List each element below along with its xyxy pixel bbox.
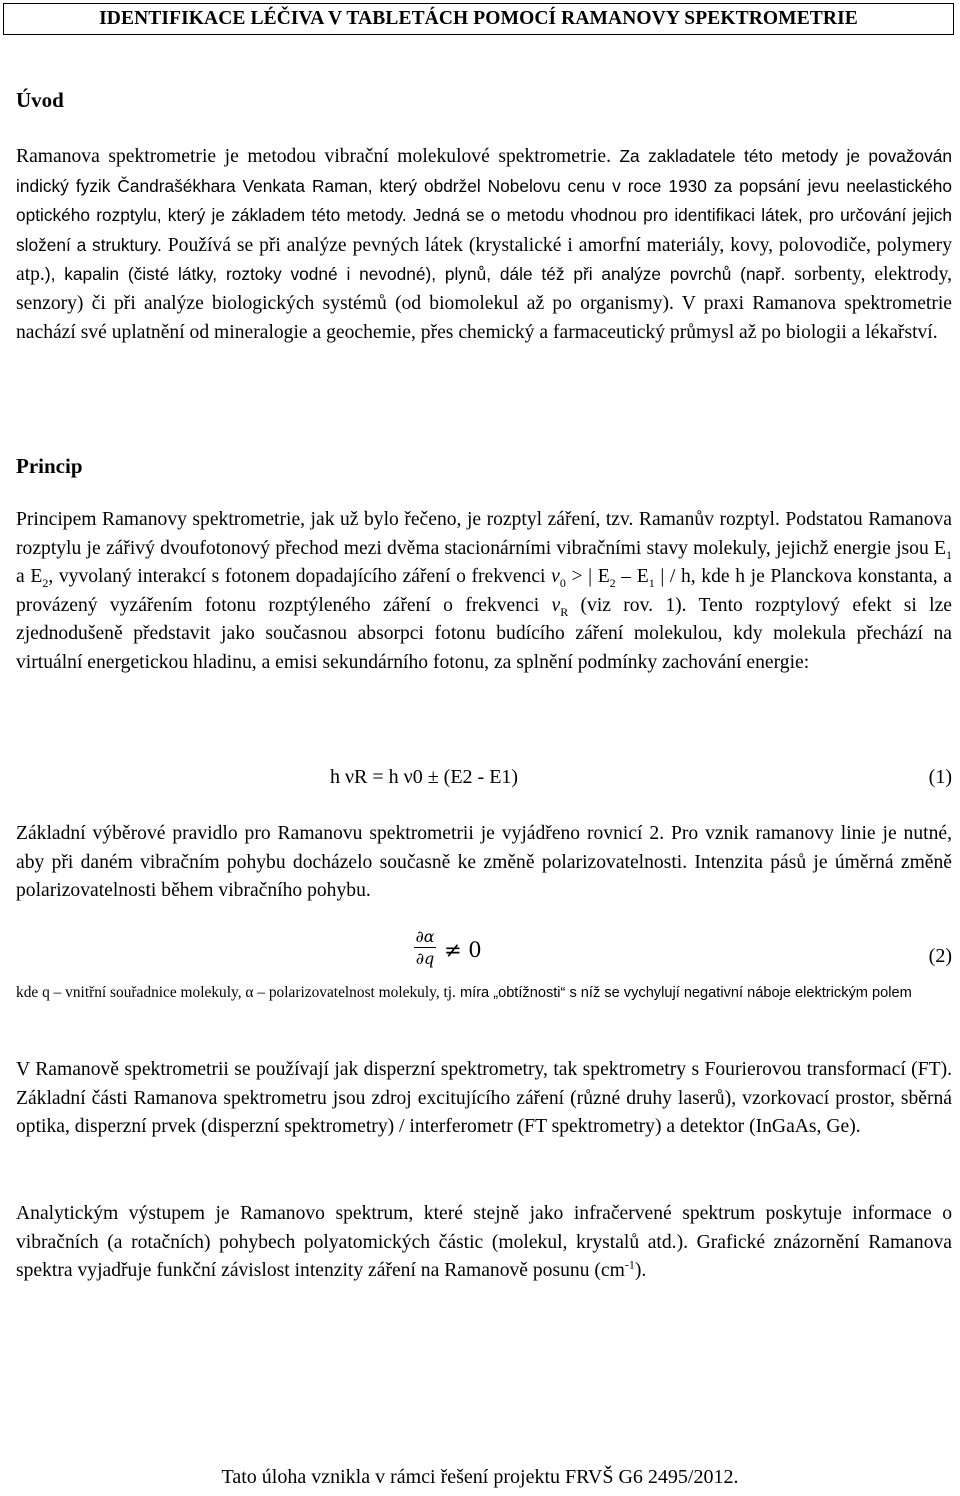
princip-text-a: Principem Ramanovy spektrometrie, jak už bylo řečeno, je rozptyl záření, tzv. Ramanův rozptyl. Podstatou Ramanova rozptylu je zářivý dvoufotonový přechod mezi dvěma stacionárními vibračními stavy molekuly, jejichž energie jsou E: [16, 509, 952, 559]
subscript-3: 2: [609, 576, 616, 591]
fraction-bar: [414, 947, 436, 948]
output-text-a: Analytickým výstupem je Ramanovo spektrum, které stejně jako infračervené spektrum poskytuje informace o vibračních (a rotačních) pohybech polyatomických částic (molekul, krystalů atd.). Grafické znázornění Ramanova spektra vyjadřuje funkční závislost intenzity záření na Ramanově posunu (cm: [16, 1203, 952, 1282]
fraction-numerator: ∂α: [415, 927, 435, 946]
princip-text-d: > | E: [565, 566, 610, 588]
princip-text-g: (viz rov. 1). Tento rozptylový efekt si lze zjednodušeně představit jako současnou absorpci fotonu budícího záření molekulou, kdy molekula přechází na virtuální energetickou hladinu, a emisi sekundárního fotonu, za splnění podmínky zachování energie:: [16, 594, 952, 673]
uvod-text-3: Používá se při analýze pevných látek (krystalické i amorfní materiály, kovy, polovodiče, polymery atp.: [16, 234, 952, 286]
nu-symbol-2: ν: [551, 594, 561, 616]
note-text-b: míra „obtížnosti“ s níž se vychylují negativní náboje elektrickým polem: [455, 985, 912, 1001]
superscript-minus-1: -1: [624, 1257, 635, 1272]
uvod-text-1: Ramanova spektrometrie je metodou vibrační molekulové spektrometrie.: [16, 146, 611, 167]
paragraph-princip: [16, 506, 952, 678]
heading-princip: Princip: [16, 454, 83, 478]
paragraph-selection-rule: Základní výběrové pravidlo pro Ramanovu spektrometrii je vyjádřeno rovnicí 2. Pro vznik ramanovy linie je nutné, aby při daném vibračním pohybu docházelo současně ke změně polarizovatelnosti. Intenzita pásů je úměrná změně polarizovatelnosti během vibračního pohybu.: [16, 823, 952, 902]
output-text-b: ).: [634, 1260, 647, 1282]
note-text-a: kde q – vnitřní souřadnice molekuly, α – polarizovatelnost molekuly, tj.: [16, 984, 456, 1001]
uvod-text-4: ), kapalin (čisté látky, roztoky vodné i nevodné), plynů, dále též při analýze povrchů (např.: [44, 264, 786, 285]
fraction-denominator: ∂q: [415, 949, 435, 968]
subscript-4: 1: [648, 576, 655, 591]
not-equal-zero: ≠ 0: [444, 938, 482, 962]
equation-1-number: (1): [928, 766, 952, 788]
uvod-text-2: Za zakladatele této metody je považován indický fyzik Čandrašékhara Venkata Raman, který obdržel Nobelovu cenu v roce 1930 za popsání jevu neelastického optického rozptylu, který je základem této metody. Jedná se o metodu vhodnou pro identifikaci látek, pro určování jejich složení a struktury.: [16, 146, 952, 255]
princip-text-f: | / h, kde h je Planckova konstanta, a provázený vyzářením fotonu rozptýleného záření o frekvenci: [16, 566, 952, 616]
subscript-nu0: 0: [559, 576, 566, 591]
paragraph-instrument: V Ramanově spektrometrii se používají jak disperzní spektrometry, tak spektrometry s Fourierovou transformací (FT). Základní části Ramanova spektrometru jsou zdroj excitujícího záření (různé druhy laserů), vzorkovací prostor, sběrná optika, disperzní prvek (disperzní spektrometry) / interferometr (FT spektrometry) a detektor (InGaAs, Ge).: [16, 1059, 952, 1138]
equation-note: [16, 981, 952, 1005]
footer-note: Tato úloha vznikla v rámci řešení projektu FRVŠ G6 2495/2012.: [221, 1466, 739, 1488]
subscript-1: 1: [946, 547, 952, 562]
paragraph-uvod: [16, 142, 952, 347]
partial-derivative: [414, 928, 436, 968]
document-title: IDENTIFIKACE LÉČIVA V TABLETÁCH POMOCÍ RAMANOVY SPEKTROMETRIE: [3, 3, 954, 35]
uvod-text-5: sorbenty, elektrody, senzory) či při analýze biologických systémů (od biomolekul až po organismy).: [16, 264, 952, 314]
princip-text-e: – E: [615, 566, 649, 588]
equation-1-expression: h νR = h ν0 ± (E2 - E1): [330, 766, 519, 788]
heading-uvod: Úvod: [16, 88, 64, 112]
subscript-nuR: R: [560, 604, 569, 619]
princip-text-c: , vyvolaný interakcí s fotonem dopadajícího záření o frekvenci: [48, 566, 552, 588]
paragraph-output: [16, 1200, 952, 1286]
princip-text-b: a E: [16, 566, 43, 588]
uvod-text-6: V praxi Ramanova spektrometrie nachází své uplatnění od mineralogie a geochemie, přes chemický a farmaceutický průmysl až po biologii a lékařství.: [16, 292, 953, 343]
subscript-2: 2: [42, 576, 49, 591]
equation-2-number: (2): [928, 945, 952, 967]
nu-symbol: ν: [551, 566, 560, 588]
